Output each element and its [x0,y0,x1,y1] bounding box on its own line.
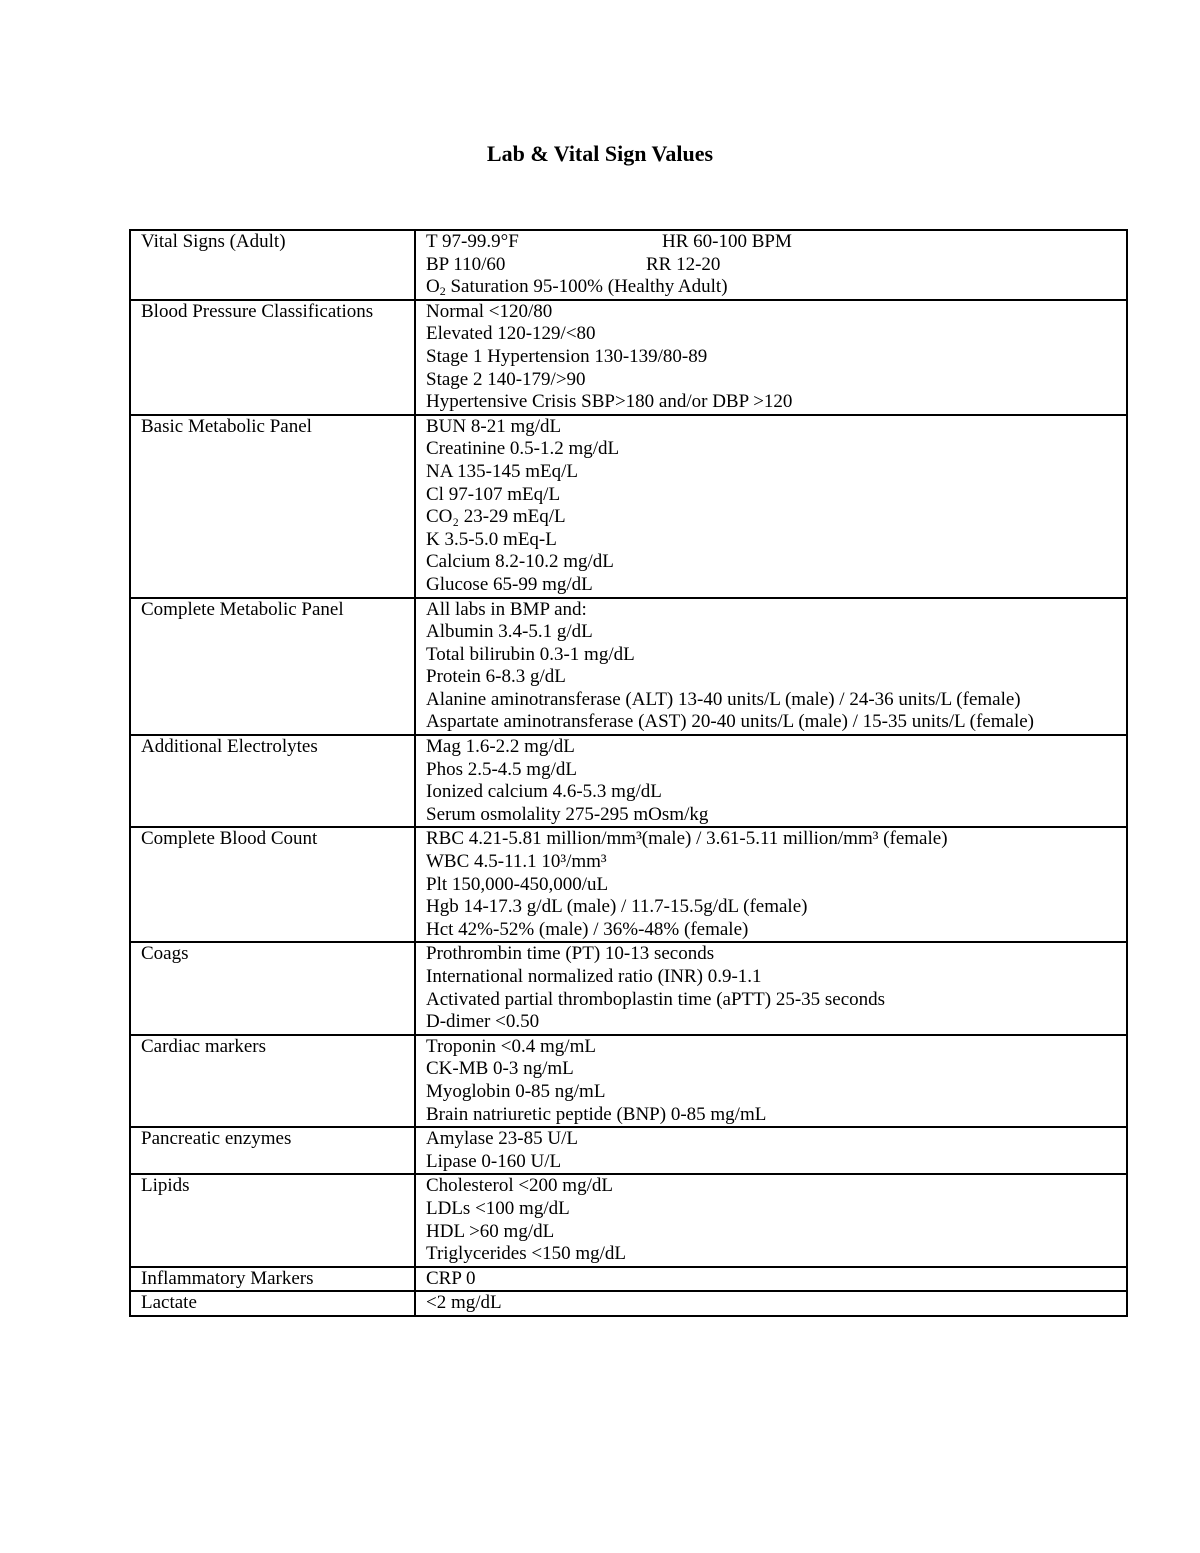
table-row [130,1291,1127,1316]
table-row [130,827,1127,942]
row-value-line: Activated partial thromboplastin time (aPTT) 25-35 seconds [426,988,886,1010]
row-values [415,230,1127,300]
row-value-line: Serum osmolality 275-295 mOsm/kg [426,803,709,825]
row-value-line: Normal <120/80 [426,300,553,322]
row-category: Complete Metabolic Panel [130,598,415,736]
table-row [130,1127,1127,1174]
vital-temp: T 97-99.9°F [426,231,519,252]
row-value-line: RBC 4.21-5.81 million/mm³(male) / 3.61-5.11 million/mm³ (female) [426,828,948,850]
row-value-line: International normalized ratio (INR) 0.9-1.1 [426,966,762,987]
row-value-line: Calcium 8.2-10.2 mg/dL [426,551,614,573]
row-value-line: BUN 8-21 mg/dL [426,415,562,437]
row-values [415,1267,1127,1292]
row-value-line: Cholesterol <200 mg/dL [426,1175,613,1197]
row-value-line: Triglycerides <150 mg/dL [426,1243,627,1265]
row-value-line: HDL >60 mg/dL [426,1220,555,1242]
row-value-line: WBC 4.5-11.1 10³/mm³ [426,851,607,873]
row-value-line: Total bilirubin 0.3-1 mg/dL [426,643,635,665]
row-values [415,942,1127,1034]
table-row [130,1174,1127,1266]
row-value-line: CK-MB 0-3 ng/mL [426,1058,574,1080]
row-value-line: LDLs <100 mg/dL [426,1197,570,1219]
lab-values-table-body [130,230,1127,1316]
vital-o2-subscript: 2 [439,284,446,299]
row-value-line: All labs in BMP and: [426,598,587,620]
table-row [130,300,1127,415]
vital-o2-rest: Saturation 95-100% (Healthy Adult) [445,276,728,298]
row-value-line: Ionized calcium 4.6-5.3 mg/dL [426,781,662,803]
row-value-line: K 3.5-5.0 mEq-L [426,528,557,550]
row-category: Cardiac markers [130,1035,415,1127]
page-title: Lab & Vital Sign Values [486,141,714,166]
row-value-line: Myoglobin 0-85 ng/mL [426,1080,606,1102]
table-row [130,1035,1127,1127]
row-value-line: Aspartate aminotransferase (AST) 20-40 units/L (male) / 15-35 units/L (female) [426,711,1034,733]
vital-line-bp-rr [426,254,1122,277]
row-value-line: Brain natriuretic peptide (BNP) 0-85 mg/mL [426,1103,767,1125]
table-row [130,1267,1127,1292]
row-value-line: NA 135-145 mEq/L [426,460,578,482]
vital-bp: BP 110/60 [426,253,506,275]
row-category: Complete Blood Count [130,827,415,942]
row-values [415,415,1127,598]
row-value-line: Cl 97-107 mEq/L [426,483,561,505]
row-value-line: Hct 42%-52% (male) / 36%-48% (female) [426,918,749,940]
row-category: Basic Metabolic Panel [130,415,415,598]
vital-o2-prefix: O [426,276,440,298]
row-value-line: D-dimer <0.50 [426,1011,540,1033]
row-category: Vital Signs (Adult) [130,230,415,300]
vital-o2-saturation [426,276,1122,299]
row-values [415,1174,1127,1266]
row-category: Pancreatic enzymes [130,1127,415,1174]
row-value-line: Lipase 0-160 U/L [426,1150,562,1172]
row-category: Additional Electrolytes [130,735,415,827]
row-value-line: Albumin 3.4-5.1 g/dL [426,621,593,643]
row-category: Lipids [130,1174,415,1266]
row-category: Blood Pressure Classifications [130,300,415,415]
row-values [415,300,1127,415]
row-value-line: <2 mg/dL [426,1292,502,1314]
row-value-line: Troponin <0.4 mg/mL [426,1035,596,1057]
row-category: Coags [130,942,415,1034]
row-value-line: Creatinine 0.5-1.2 mg/dL [426,438,620,460]
row-category: Lactate [130,1291,415,1316]
row-values [415,598,1127,736]
vital-hr: HR 60-100 BPM [662,231,792,252]
vital-line-temp-hr [426,231,1122,254]
row-category: Inflammatory Markers [130,1267,415,1292]
row-value-line: Glucose 65-99 mg/dL [426,573,593,595]
table-row [130,415,1127,598]
row-value-line: Hypertensive Crisis SBP>180 and/or DBP >120 [426,391,793,413]
row-value-line: Elevated 120-129/<80 [426,323,596,345]
row-value-line: Hgb 14-17.3 g/dL (male) / 11.7-15.5g/dL (female) [426,896,808,918]
row-values [415,827,1127,942]
row-value-line: Stage 1 Hypertension 130-139/80-89 [426,345,708,367]
row-value-line: Alanine aminotransferase (ALT) 13-40 units/L (male) / 24-36 units/L (female) [426,688,1021,710]
row-values [415,1035,1127,1127]
table-row [130,735,1127,827]
row-value-line: Prothrombin time (PT) 10-13 seconds [426,943,715,965]
lab-values-table [129,229,1128,1317]
row-value-line: Protein 6-8.3 g/dL [426,666,566,688]
row-values [415,735,1127,827]
row-value-line: Stage 2 140-179/>90 [426,368,586,390]
row-value-line: CRP 0 [426,1267,476,1289]
table-row [130,942,1127,1034]
table-row-vital-signs [130,230,1127,300]
row-value-line: Mag 1.6-2.2 mg/dL [426,736,575,758]
row-value-line: Plt 150,000-450,000/uL [426,873,609,895]
row-value-line: CO₂ 23-29 mEq/L [426,506,566,528]
row-value-line: Phos 2.5-4.5 mg/dL [426,758,577,780]
row-values [415,1127,1127,1174]
row-value-line: Amylase 23-85 U/L [426,1128,578,1150]
table-row [130,598,1127,736]
row-values [415,1291,1127,1316]
vital-rr: RR 12-20 [646,253,721,275]
